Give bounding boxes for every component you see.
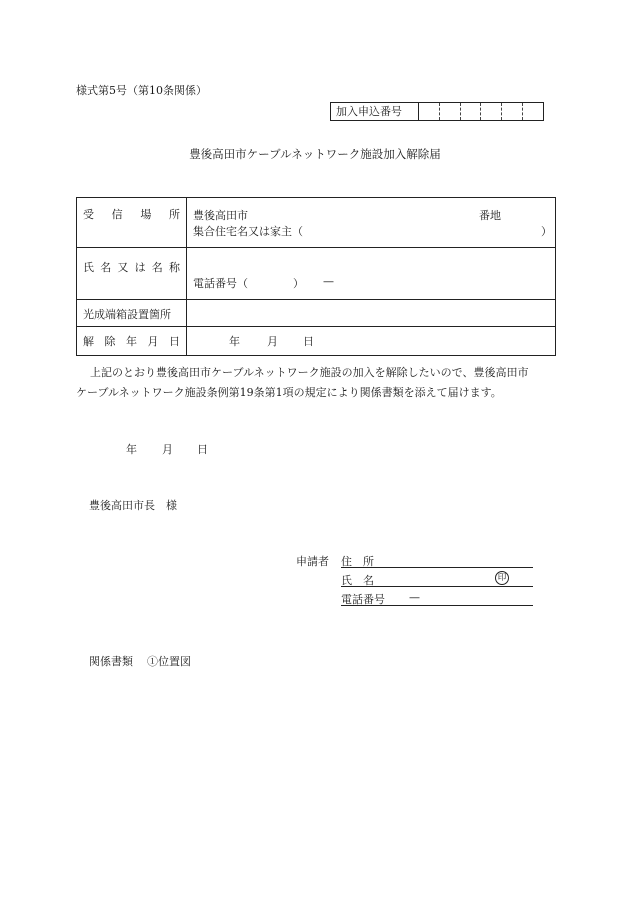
- body-text-line-1: 上記のとおり豊後高田市ケーブルネットワーク施設の加入を解除したいので、豊後高田市: [90, 366, 529, 379]
- cancellation-date-field[interactable]: [187, 327, 555, 355]
- application-number-cell[interactable]: [461, 103, 482, 120]
- header-terminal-location: 光成端箱設置箇所: [77, 300, 187, 326]
- header-name: 氏 名 又 は 名 称: [77, 248, 187, 299]
- date-day-label: 日: [197, 443, 208, 456]
- addressee: 豊後高田市長 様: [89, 499, 177, 512]
- form-table: [76, 197, 556, 356]
- terminal-location-field[interactable]: [187, 300, 555, 326]
- applicant-phone-field[interactable]: [341, 591, 533, 606]
- applicant-label: 申請者: [296, 555, 329, 568]
- application-number-cell[interactable]: [481, 103, 502, 120]
- seal-mark: 印: [495, 571, 509, 585]
- form-style-label: 様式第5号（第10条関係）: [76, 84, 207, 97]
- table-row-reception-location: [77, 198, 555, 248]
- applicant-address-label: 住 所: [341, 555, 374, 568]
- applicant-phone-label: 電話番号: [341, 593, 385, 606]
- date-year-label: 年: [126, 443, 137, 456]
- header-cancellation-date: 解 除 年 月 日: [77, 327, 187, 355]
- reception-location-field[interactable]: [187, 198, 555, 247]
- applicant-address-field[interactable]: [341, 553, 533, 568]
- application-number-box: [330, 102, 544, 121]
- city-prefix: 豊後高田市: [193, 209, 248, 222]
- cancel-month-label: 月: [267, 335, 278, 348]
- attachments-item: ①位置図: [147, 655, 191, 668]
- date-month-label: 月: [162, 443, 173, 456]
- applicant-phone-dash: —: [409, 591, 420, 604]
- application-number-cell[interactable]: [523, 103, 543, 120]
- body-text-line-2: ケーブルネットワーク施設条例第19条第1項の規定により関係書類を添えて届けます。: [76, 386, 502, 399]
- application-number-cell[interactable]: [502, 103, 523, 120]
- table-row-terminal-location: [77, 300, 555, 327]
- name-field[interactable]: [187, 248, 555, 299]
- header-reception-location: 受 信 場 所: [77, 198, 187, 247]
- banchi-label: 番地: [479, 209, 501, 222]
- cancel-day-label: 日: [303, 335, 314, 348]
- applicant-name-label: 氏 名: [341, 574, 374, 587]
- phone-close: ）: [293, 277, 304, 290]
- application-number-cell[interactable]: [419, 103, 440, 120]
- table-row-name: [77, 248, 555, 300]
- housing-owner-close: ）: [541, 225, 552, 238]
- phone-dash: —: [323, 275, 334, 288]
- table-row-cancellation-date: [77, 327, 555, 355]
- housing-owner-label: 集合住宅名又は家主（: [193, 225, 303, 238]
- application-number-label: 加入申込番号: [331, 103, 419, 120]
- cancel-year-label: 年: [229, 335, 240, 348]
- phone-label: 電話番号（: [193, 277, 248, 290]
- form-title: 豊後高田市ケーブルネットワーク施設加入解除届: [189, 147, 441, 161]
- attachments-label: 関係書類: [89, 655, 133, 668]
- applicant-name-field[interactable]: [341, 572, 533, 587]
- application-number-cell[interactable]: [440, 103, 461, 120]
